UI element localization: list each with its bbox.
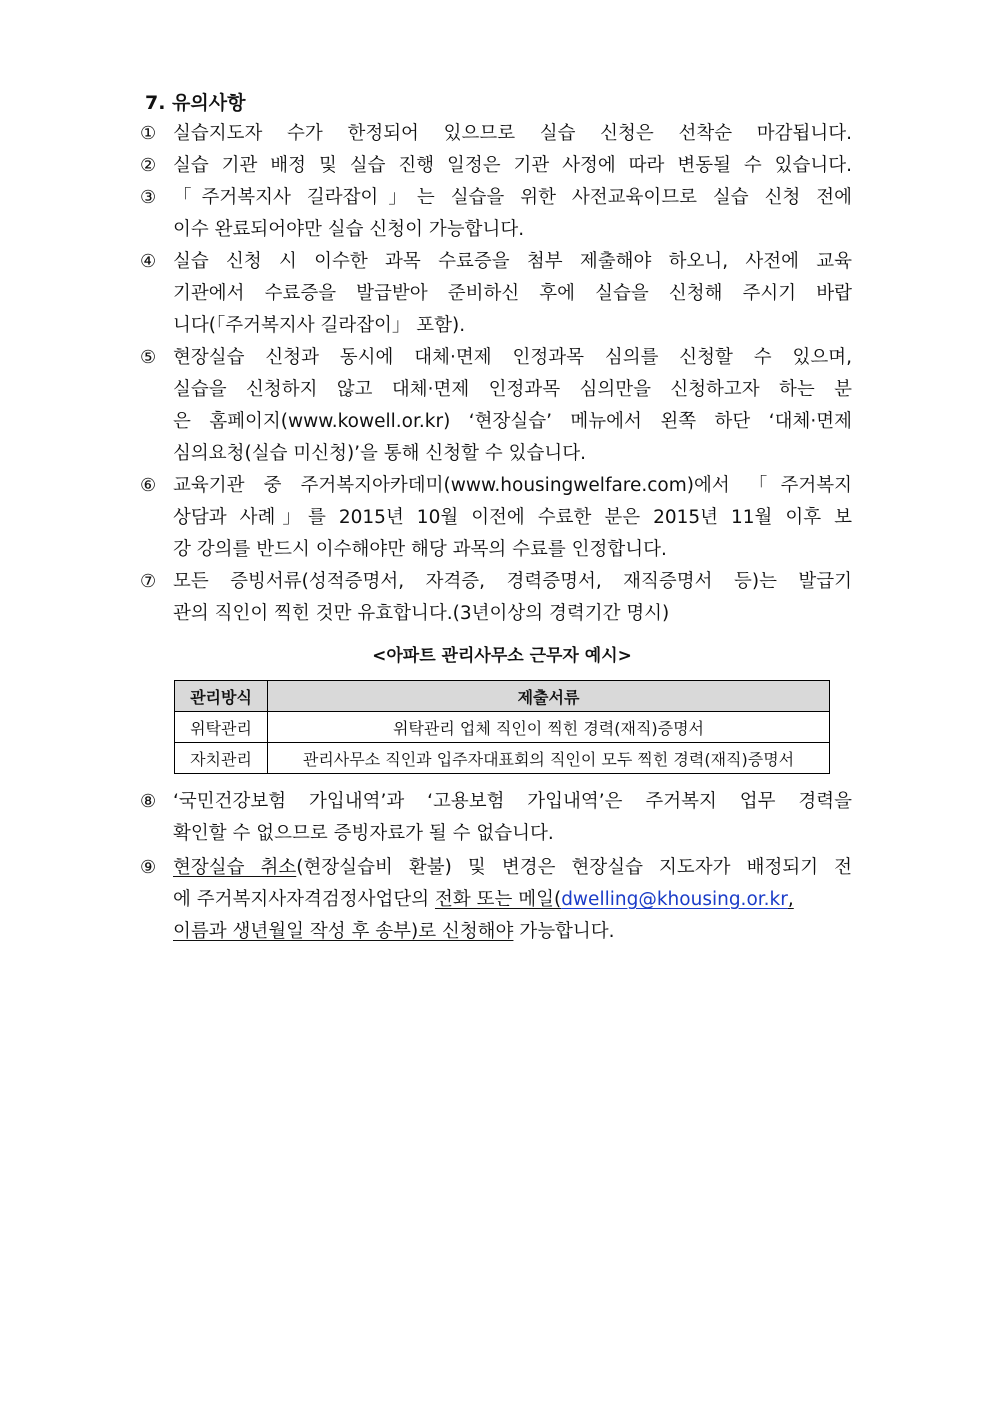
notice-item-8 [140, 786, 852, 850]
item-line: 실습 신청 시 이수한 과목 수료증을 첨부 제출해야 하오니, 사전에 교육 [173, 251, 852, 272]
notice-item-1 [140, 118, 852, 150]
item-number: ④ [140, 251, 157, 272]
item-line: 니다(「주거복지사 길라잡이」 포함). [173, 315, 466, 336]
email-link[interactable]: dwelling@khousing.or.kr [561, 889, 788, 910]
notice-item-4 [140, 246, 852, 342]
item-number: ① [140, 123, 157, 144]
item-line: 강 강의를 반드시 이수해야만 해당 과목의 수료를 인정합니다. [173, 539, 667, 560]
item-line: 기관에서 수료증을 발급받아 준비하신 후에 실습을 신청해 주시기 바랍 [173, 283, 852, 304]
item-line: 이수 완료되어야만 실습 신청이 가능합니다. [173, 219, 525, 240]
item-line: 실습지도자 수가 한정되어 있으므로 실습 신청은 선착순 마감됩니다. [173, 123, 852, 144]
item-line: 「주거복지사 길라잡이」는 실습을 위한 사전교육이므로 실습 신청 전에 [173, 187, 852, 208]
notice-item-6 [140, 470, 852, 566]
underlined-text: 전화 또는 메일( [434, 889, 562, 910]
item-line: ‘국민건강보험 가입내역’과 ‘고용보험 가입내역’은 주거복지 업무 경력을 [173, 791, 852, 812]
item-line: 상담과 사례」를 2015년 10월 이전에 수료한 분은 2015년 11월 이후 보 [173, 507, 852, 528]
item-line: 현장실습 신청과 동시에 대체·면제 인정과목 심의를 신청할 수 있으며, [173, 347, 852, 368]
item-text [173, 118, 852, 150]
notice-item-9 [140, 852, 852, 948]
item-line: 실습 기관 배정 및 실습 진행 일정은 기관 사정에 따라 변동될 수 있습니다. [173, 155, 852, 176]
item-text [173, 470, 852, 566]
underlined-text: , [787, 889, 794, 910]
table-row [175, 743, 830, 774]
item-text [173, 852, 852, 948]
item-line: 확인할 수 없으므로 증빙자료가 될 수 없습니다. [173, 823, 554, 844]
table-header-cell: 제출서류 [268, 681, 830, 712]
table-row [175, 712, 830, 743]
notice-item-3 [140, 182, 852, 246]
item-line: 관의 직인이 찍힌 것만 유효합니다.(3년이상의 경력기간 명시) [173, 603, 670, 624]
underlined-text: 이름과 생년월일 작성 후 송부)로 신청해야 [173, 921, 514, 942]
table-header-row [175, 681, 830, 712]
notice-item-7 [140, 566, 852, 630]
item-text [173, 150, 852, 182]
item-number: ⑧ [140, 791, 157, 812]
item-line [173, 916, 852, 948]
item-number: ⑤ [140, 347, 157, 368]
table-cell: 위탁관리 업체 직인이 찍힌 경력(재직)증명서 [268, 712, 830, 743]
notice-item-5 [140, 342, 852, 470]
text-span: 가능합니다. [513, 921, 615, 942]
notice-item-2 [140, 150, 852, 182]
item-number: ③ [140, 187, 157, 208]
table-header-cell: 관리방식 [175, 681, 268, 712]
table-cell: 관리사무소 직인과 입주자대표회의 직인이 모두 찍힌 경력(재직)증명서 [268, 743, 830, 774]
item-line: 심의요청(실습 미신청)’을 통해 신청할 수 있습니다. [173, 443, 587, 464]
item-line: 교육기관 중 주거복지아카데미(www.housingwelfare.com)에서 「주거복지 [173, 475, 852, 496]
item-text [173, 342, 852, 470]
item-line [173, 852, 852, 884]
table-cell: 위탁관리 [175, 712, 268, 743]
item-text [173, 566, 852, 630]
item-line: 실습을 신청하지 않고 대체·면제 인정과목 심의만을 신청하고자 하는 분 [173, 379, 852, 400]
document-example-table [174, 680, 830, 774]
item-number: ⑦ [140, 571, 157, 592]
table-caption: <아파트 관리사무소 근무자 예시> [372, 646, 632, 666]
table-cell: 자치관리 [175, 743, 268, 774]
text-span: 에 주거복지사자격검정사업단의 [173, 889, 435, 910]
item-text [173, 786, 852, 850]
underlined-text: 현장실습 취소 [173, 857, 297, 878]
text-span: (현장실습비 환불) 및 변경은 현장실습 지도자가 배정되기 전 [296, 857, 852, 878]
item-line: 은 홈페이지(www.kowell.or.kr) ‘현장실습’ 메뉴에서 왼쪽 하단 ‘대체·면제 [173, 411, 852, 432]
item-line [173, 884, 852, 916]
item-number: ⑨ [140, 857, 157, 878]
item-number: ⑥ [140, 475, 157, 496]
item-line: 모든 증빙서류(성적증명서, 자격증, 경력증명서, 재직증명서 등)는 발급기 [173, 571, 852, 592]
section-heading: 7. 유의사항 [145, 92, 246, 114]
item-text [173, 246, 852, 342]
item-text [173, 182, 852, 246]
item-number: ② [140, 155, 157, 176]
